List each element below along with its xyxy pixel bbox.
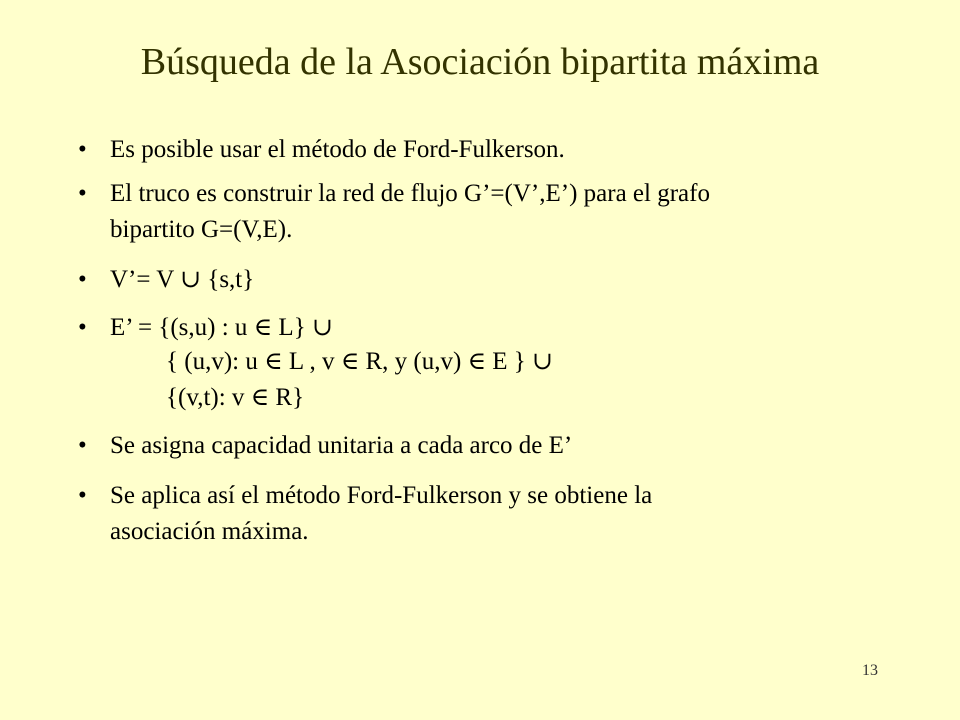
bullet-marker: • — [78, 180, 87, 207]
bullet-2-line-1: El truco es construir la red de flujo G’=(V’,E’) para el grafo — [110, 180, 710, 207]
bullet-marker: • — [78, 136, 87, 163]
bullet-1-line-1: Es posible usar el método de Ford-Fulkerson. — [110, 136, 565, 163]
bullet-marker: • — [78, 482, 87, 509]
bullet-4-line-1: E’ = {(s,u) : u ∈ L} ∪ — [110, 314, 333, 341]
bullet-marker: • — [78, 266, 87, 293]
bullet-6-line-1: Se aplica así el método Ford-Fulkerson y se obtiene la — [110, 482, 653, 509]
bullet-marker: • — [78, 314, 87, 341]
slide-title: Búsqueda de la Asociación bipartita máxima — [140, 41, 820, 83]
page-number: 13 — [862, 662, 878, 679]
bullet-2-line-2: bipartito G=(V,E). — [110, 216, 293, 243]
bullet-4-line-3: {(v,t): v ∈ R} — [166, 384, 305, 411]
bullet-3-line-1: V’= V ∪ {s,t} — [110, 266, 255, 293]
bullet-marker: • — [78, 432, 87, 459]
bullet-5-line-1: Se asigna capacidad unitaria a cada arco de E’ — [110, 432, 573, 459]
bullet-6-line-2: asociación máxima. — [110, 518, 309, 545]
bullet-4-line-2: { (u,v): u ∈ L , v ∈ R, y (u,v) ∈ E } ∪ — [166, 348, 553, 375]
